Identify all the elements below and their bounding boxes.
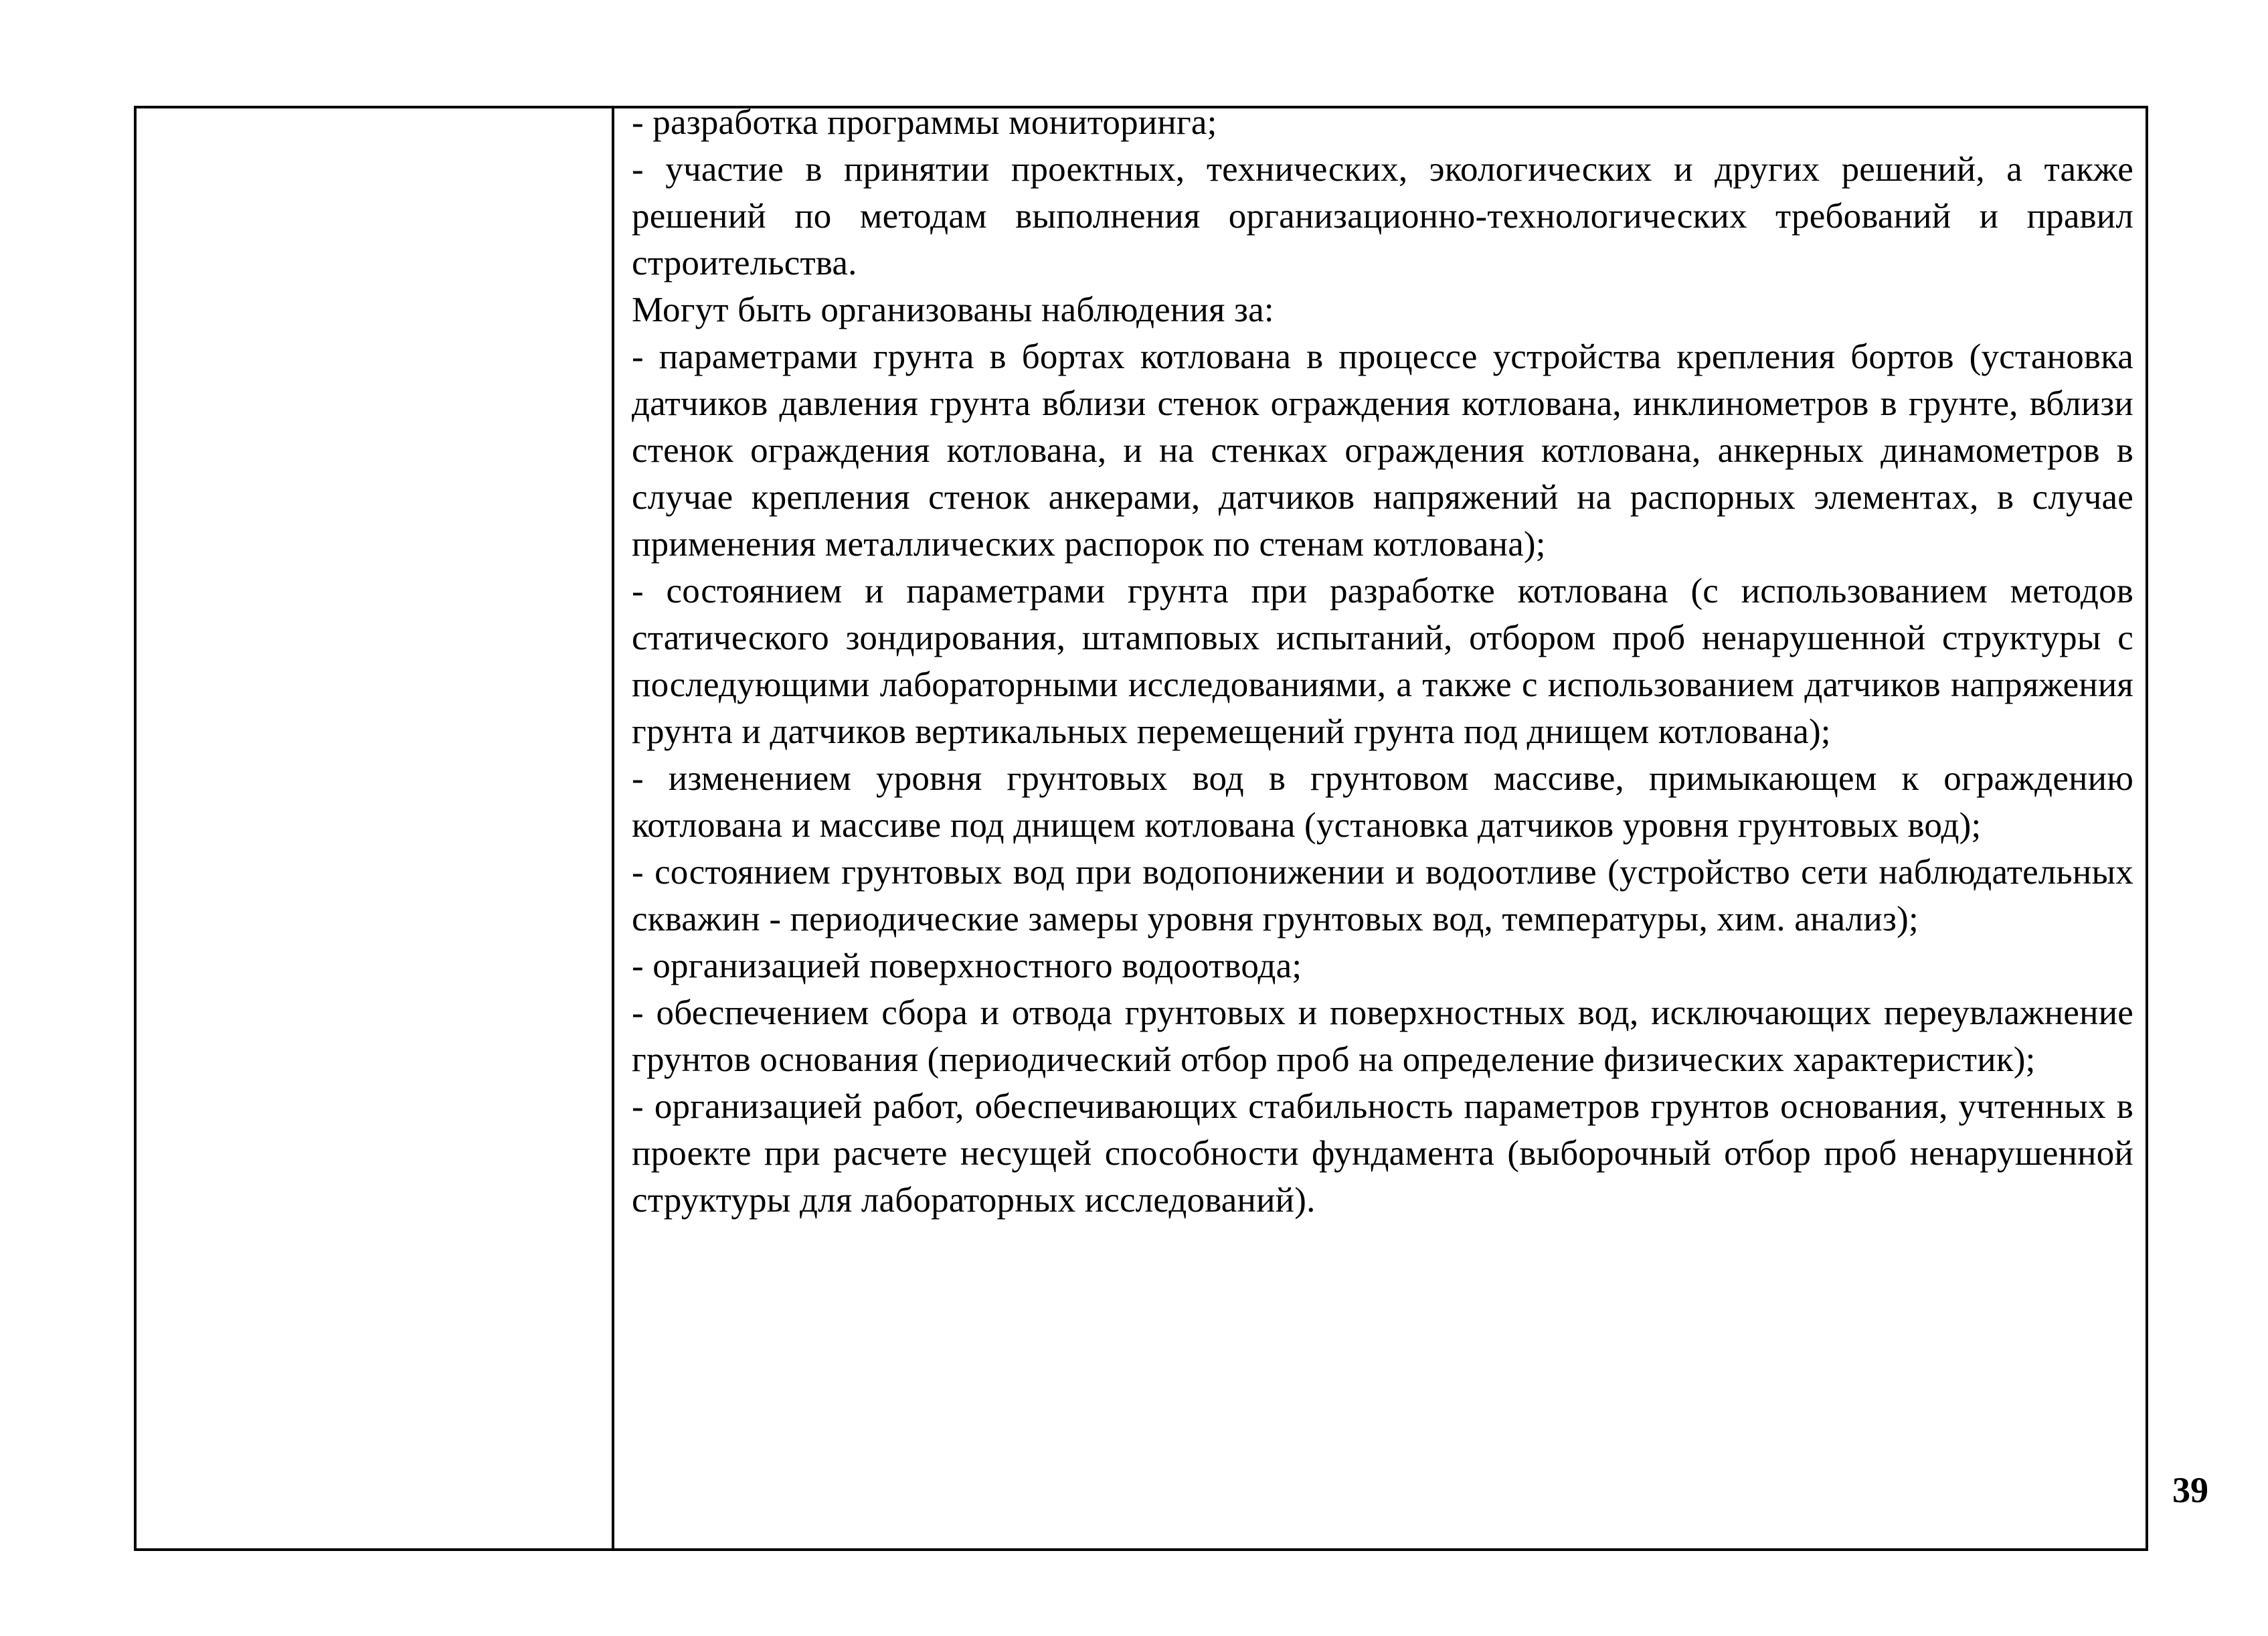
paragraph-water-collection: - обеспечением сбора и отвода грунтовых и поверхностных вод, исключающих переувлажнение грунтов основания (периодический отбор проб на определение физических характеристик); <box>632 993 2133 1079</box>
paragraph-groundwater-level: - изменением уровня грунтовых вод в грунтовом массиве, примыкающем к ограждению котлована и массиве под днищем котлована (установка датчиков уровня грунтовых вод); <box>632 759 2133 845</box>
table-right-column <box>614 108 2146 1548</box>
body-text <box>632 108 2133 1224</box>
paragraph-soil-parameters: - параметрами грунта в бортах котлована в процессе устройства крепления бортов (установка датчиков давления грунта вблизи стенок ограждения котлована, инклинометров в грунте, вблизи стенок ограждения котлована, и на стенках ограждения котлована, анкерных динамометров в случае крепления стенок анкерами, датчиков напряжений на распорных элементах, в случае применения металлических распорок по стенам котлована); <box>632 337 2133 564</box>
page-number: 39 <box>2172 1470 2208 1510</box>
paragraph-monitoring-program: - разработка программы мониторинга; <box>632 108 1217 142</box>
paragraph-groundwater-state: - состоянием грунтовых вод при водопонижении и водоотливе (устройство сети наблюдательных скважин - периодические замеры уровня грунтовых вод, температуры, хим. анализ); <box>632 853 2133 938</box>
content-table <box>134 106 2148 1551</box>
paragraph-observations-intro: Могут быть организованы наблюдения за: <box>632 291 1274 329</box>
table-left-column <box>137 108 614 1548</box>
paragraph-decisions: - участие в принятии проектных, технических, экологических и других решений, а также решений по методам выполнения организационно-технологических требований и правил строительства. <box>632 150 2133 282</box>
paragraph-soil-state: - состоянием и параметрами грунта при разработке котлована (с использованием методов статического зондирования, штамповых испытаний, отбором проб ненарушенной структуры с последующими лабораторными исследованиями, а также с использованием датчиков напряжения грунта и датчиков вертикальных перемещений грунта под днищем котлована); <box>632 572 2133 751</box>
paragraph-stability-works: - организацией работ, обеспечивающих стабильность параметров грунтов основания, учтенных в проекте при расчете несущей способности фундамента (выборочный отбор проб ненарушенной структуры для лабораторных исследований). <box>632 1087 2133 1220</box>
paragraph-surface-drainage: - организацией поверхностного водоотвода; <box>632 947 1302 985</box>
